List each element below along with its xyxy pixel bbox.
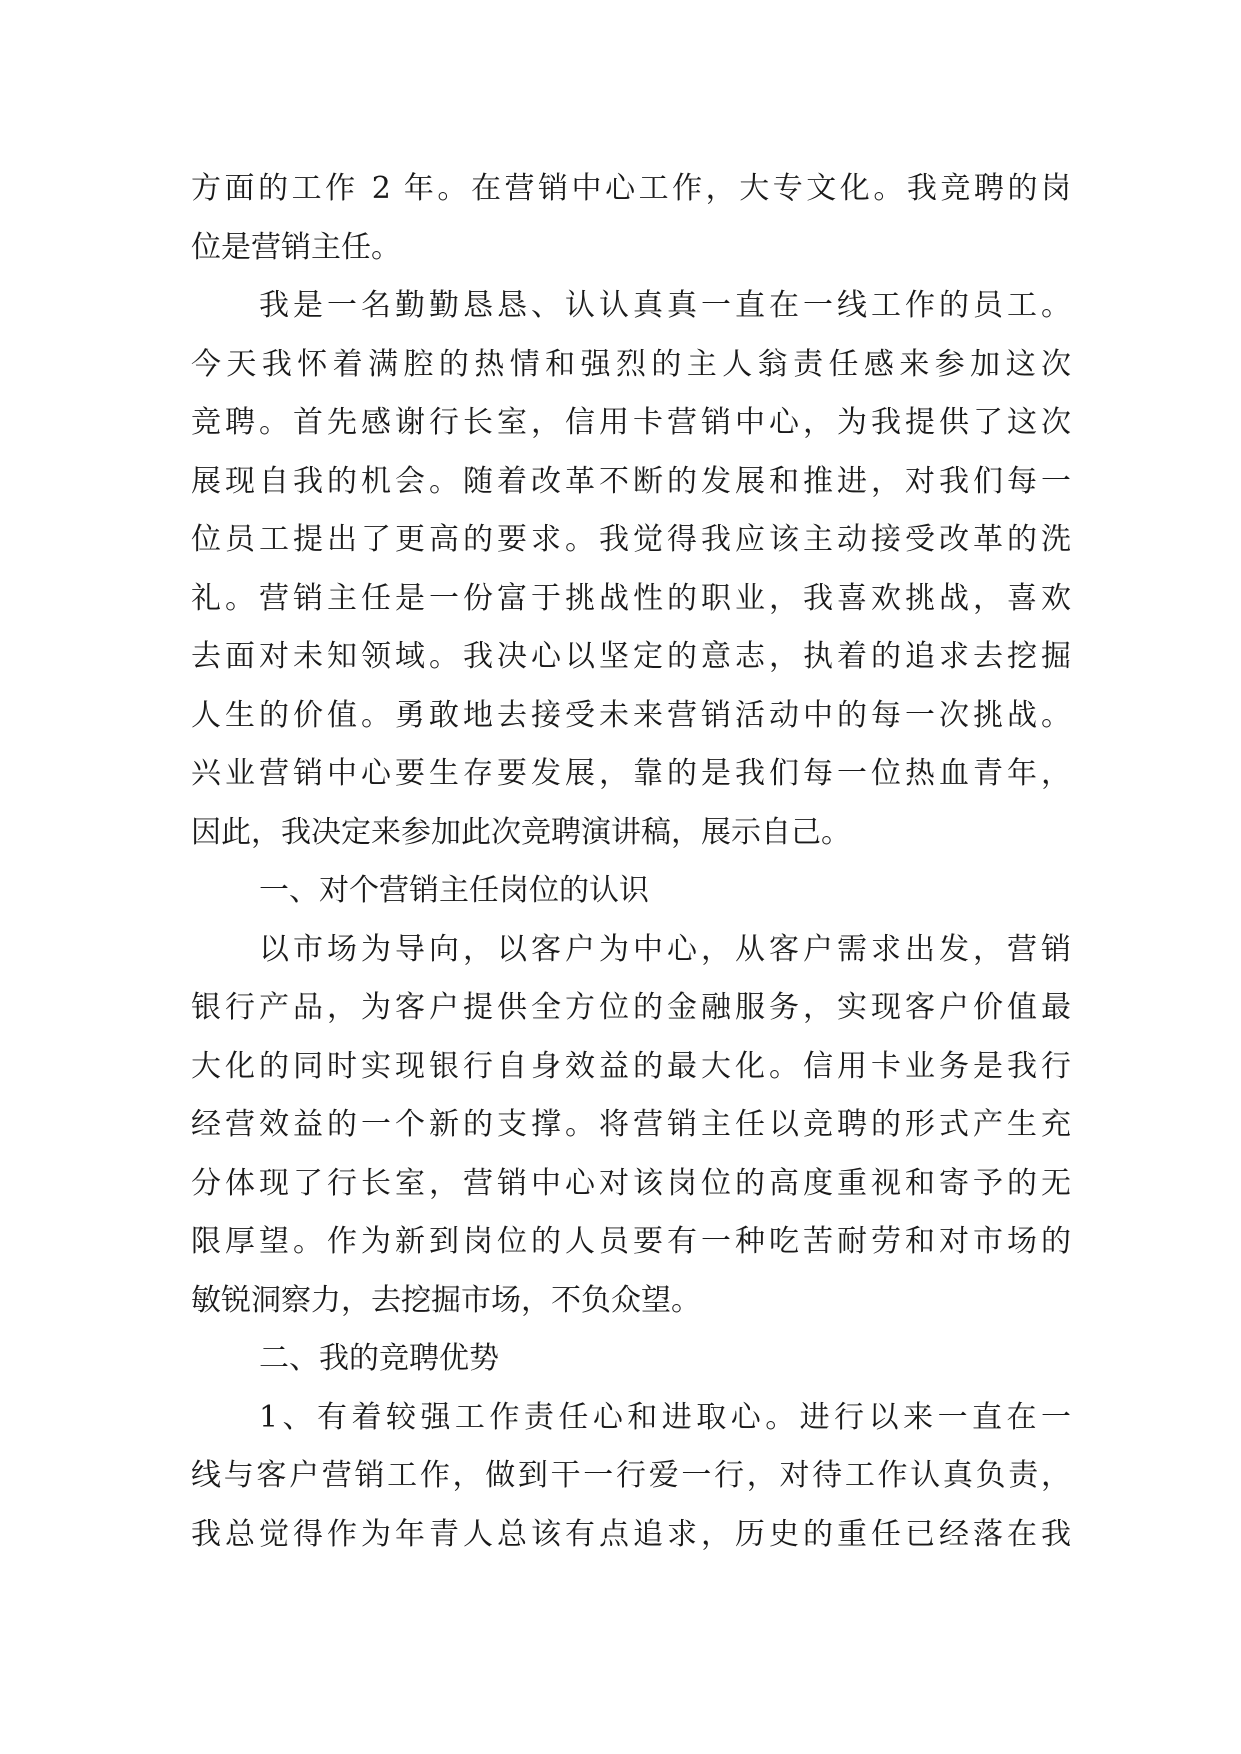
text-line: 银行产品，为客户提供全方位的金融服务，实现客户价值最	[191, 990, 1071, 1025]
text-line: 方面的工作 2 年。在营销中心工作，大专文化。我竞聘的岗	[191, 171, 1071, 206]
text-line: 敏锐洞察力，去挖掘市场，不负众望。	[191, 1282, 701, 1318]
text-line: 去面对未知领域。我决心以坚定的意志，执着的追求去挖掘	[191, 639, 1071, 674]
text-line: 今天我怀着满腔的热情和强烈的主人翁责任感来参加这次	[191, 346, 1071, 382]
text-line: 大化的同时实现银行自身效益的最大化。信用卡业务是我行	[191, 1048, 1071, 1084]
text-line: 我是一名勤勤恳恳、认认真真一直在一线工作的员工。	[259, 288, 1071, 323]
text-line: 以市场为导向，以客户为中心，从客户需求出发，营销	[259, 931, 1071, 967]
text-line: 兴业营销中心要生存要发展，靠的是我们每一位热血青年，	[191, 756, 1071, 791]
text-line: 限厚望。作为新到岗位的人员要有一种吃苦耐劳和对市场的	[191, 1224, 1071, 1259]
text-line: 竞聘。首先感谢行长室，信用卡营销中心，为我提供了这次	[191, 405, 1071, 440]
text-line: 因此，我决定来参加此次竞聘演讲稿，展示自己。	[191, 814, 851, 850]
text-line: 1、有着较强工作责任心和进取心。进行以来一直在一	[259, 1399, 1071, 1435]
text-line: 展现自我的机会。随着改革不断的发展和推进，对我们每一	[191, 463, 1071, 499]
text-line: 线与客户营销工作，做到干一行爱一行，对待工作认真负责，	[191, 1458, 1071, 1493]
text-line: 礼。营销主任是一份富于挑战性的职业，我喜欢挑战，喜欢	[191, 580, 1071, 616]
text-line: 经营效益的一个新的支撑。将营销主任以竞聘的形式产生充	[191, 1107, 1071, 1142]
text-line: 位是营销主任。	[191, 229, 401, 265]
text-line: 人生的价值。勇敢地去接受未来营销活动中的每一次挑战。	[191, 697, 1071, 733]
text-line: 我总觉得作为年青人总该有点追求，历史的重任已经落在我	[191, 1516, 1071, 1552]
text-line: 位员工提出了更高的要求。我觉得我应该主动接受改革的洗	[191, 522, 1071, 557]
section-heading: 二、我的竞聘优势	[259, 1341, 499, 1376]
body-text	[191, 160, 1071, 1564]
section-heading: 一、对个营销主任岗位的认识	[259, 873, 649, 908]
text-line: 分体现了行长室，营销中心对该岗位的高度重视和寄予的无	[191, 1165, 1071, 1201]
